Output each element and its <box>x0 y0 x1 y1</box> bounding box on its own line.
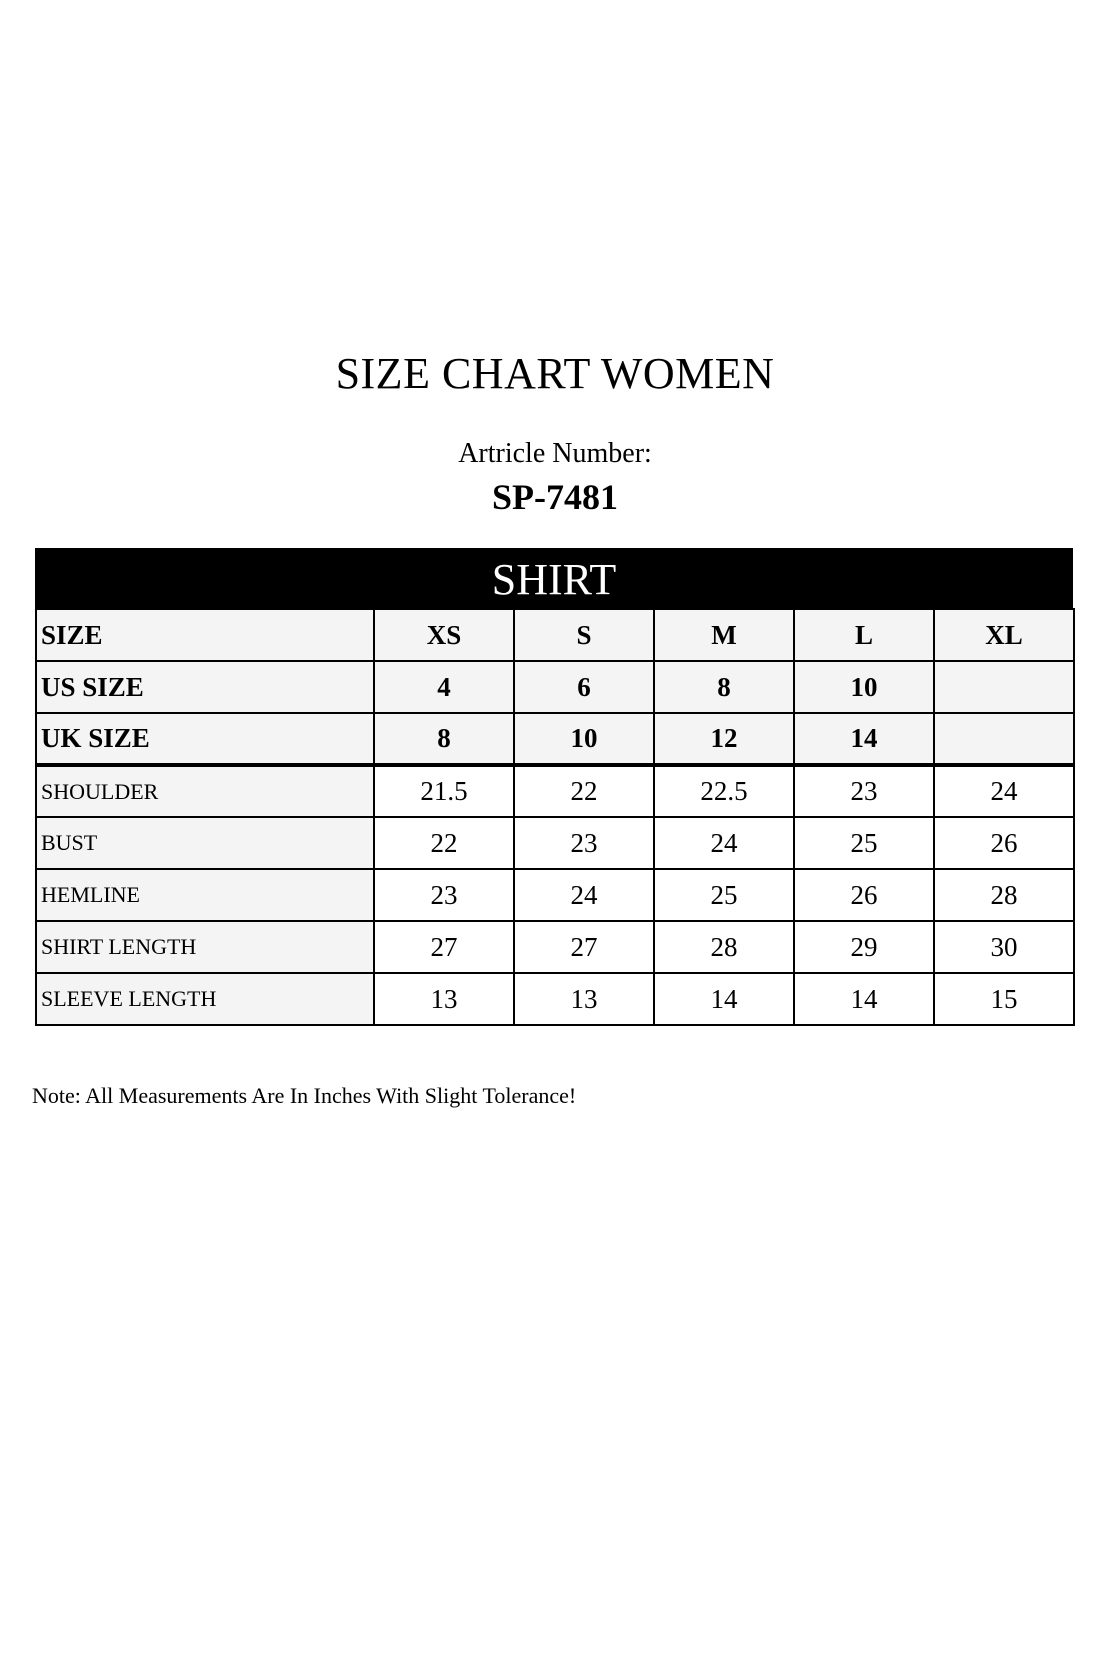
measurement-cell: 13 <box>514 973 654 1025</box>
measurement-cell: 30 <box>934 921 1074 973</box>
size-row <box>36 609 1074 661</box>
row-label: US SIZE <box>36 661 374 713</box>
measurement-cell: 26 <box>934 817 1074 869</box>
size-chart-table <box>35 548 1073 1026</box>
row-label: UK SIZE <box>36 713 374 765</box>
measurement-cell: 25 <box>654 869 794 921</box>
measurement-cell: 25 <box>794 817 934 869</box>
measurement-cell: 22.5 <box>654 765 794 817</box>
page-title: SIZE CHART WOMEN <box>335 349 775 398</box>
us-size-cell <box>934 661 1074 713</box>
uk-size-cell: 12 <box>654 713 794 765</box>
size-cell: XL <box>934 609 1074 661</box>
measurement-cell: 15 <box>934 973 1074 1025</box>
us-size-row <box>36 661 1074 713</box>
measurement-cell: 14 <box>794 973 934 1025</box>
measurement-note: Note: All Measurements Are In Inches With Slight Tolerance! <box>32 1083 577 1108</box>
size-cell: M <box>654 609 794 661</box>
size-cell: S <box>514 609 654 661</box>
measurement-cell: 14 <box>654 973 794 1025</box>
measurement-cell: 28 <box>654 921 794 973</box>
us-size-cell: 10 <box>794 661 934 713</box>
uk-size-cell <box>934 713 1074 765</box>
row-label: SIZE <box>36 609 374 661</box>
measurement-row-sleeve-length <box>36 973 1074 1025</box>
row-label: SHIRT LENGTH <box>36 921 374 973</box>
measurement-cell: 27 <box>514 921 654 973</box>
us-size-cell: 8 <box>654 661 794 713</box>
measurement-cell: 24 <box>514 869 654 921</box>
row-label: BUST <box>36 817 374 869</box>
uk-size-cell: 8 <box>374 713 514 765</box>
row-label: HEMLINE <box>36 869 374 921</box>
size-table <box>35 608 1075 1026</box>
size-cell: XS <box>374 609 514 661</box>
measurement-row-shirt-length <box>36 921 1074 973</box>
measurement-cell: 23 <box>794 765 934 817</box>
measurement-cell: 23 <box>514 817 654 869</box>
measurement-cell: 24 <box>654 817 794 869</box>
measurement-cell: 27 <box>374 921 514 973</box>
uk-size-row <box>36 713 1074 765</box>
measurement-row-bust <box>36 817 1074 869</box>
row-label: SHOULDER <box>36 765 374 817</box>
measurement-cell: 26 <box>794 869 934 921</box>
row-label: SLEEVE LENGTH <box>36 973 374 1025</box>
measurement-cell: 13 <box>374 973 514 1025</box>
measurement-cell: 21.5 <box>374 765 514 817</box>
section-header-shirt: SHIRT <box>35 548 1073 608</box>
uk-size-cell: 14 <box>794 713 934 765</box>
us-size-cell: 6 <box>514 661 654 713</box>
measurement-row-shoulder <box>36 765 1074 817</box>
uk-size-cell: 10 <box>514 713 654 765</box>
measurement-cell: 29 <box>794 921 934 973</box>
measurement-cell: 22 <box>374 817 514 869</box>
measurement-row-hemline <box>36 869 1074 921</box>
us-size-cell: 4 <box>374 661 514 713</box>
measurement-cell: 24 <box>934 765 1074 817</box>
article-number-label: Artricle Number: <box>458 438 652 469</box>
size-cell: L <box>794 609 934 661</box>
measurement-cell: 28 <box>934 869 1074 921</box>
measurement-cell: 23 <box>374 869 514 921</box>
measurement-cell: 22 <box>514 765 654 817</box>
article-number: SP-7481 <box>492 477 618 517</box>
